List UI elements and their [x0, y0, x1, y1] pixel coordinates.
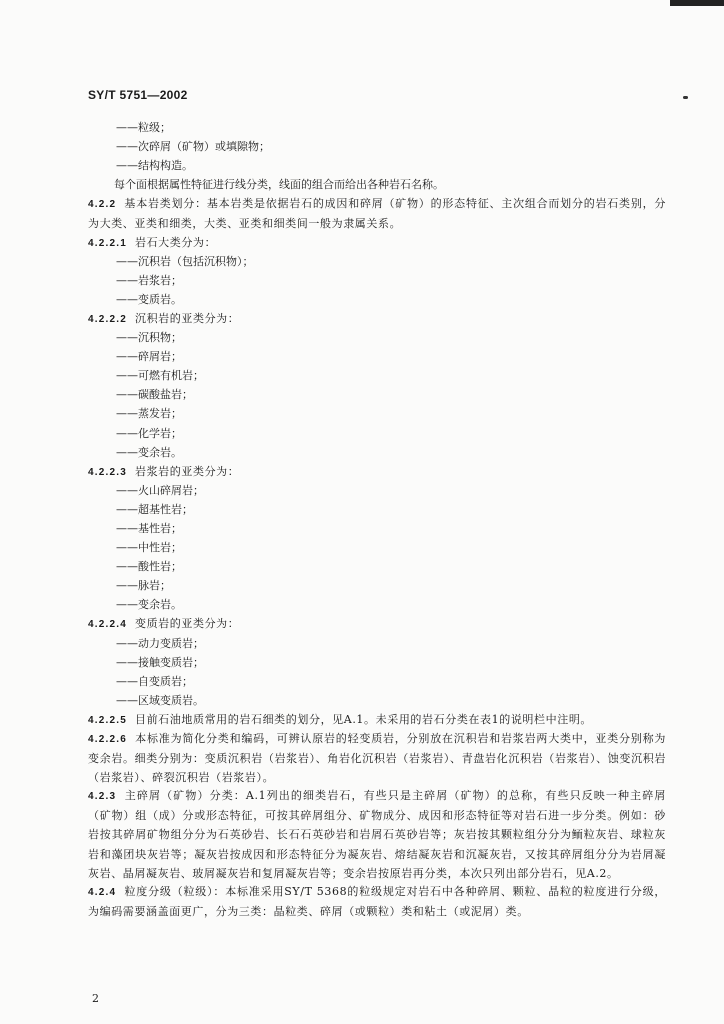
- clause-number: 4.2.2: [88, 199, 117, 211]
- clause-text: 岩浆岩的亚类分为：: [134, 464, 240, 478]
- clause-number: 4.2.2.3: [88, 466, 127, 478]
- list-item: ——脉岩；: [116, 579, 171, 593]
- clause-number: 4.2.4: [88, 886, 117, 898]
- list-item: ——碎屑岩；: [116, 350, 182, 364]
- clause-text: 基本岩类划分：基本岩类是依据岩石的成因和碎屑（矿物）的形态特征、主次组合而划分的岩石类别，分为大类、亚类和细类，大类、亚类和细类间一般为隶属关系。: [88, 197, 666, 231]
- list-item: ——沉积物；: [116, 331, 182, 345]
- list-item: ——碳酸盐岩；: [116, 388, 193, 402]
- clause-text: 沉积岩的亚类分为：: [134, 311, 240, 325]
- clause-text: 目前石油地质常用的岩石细类的划分，见A.1。未采用的岩石分类在表1的说明栏中注明。: [134, 712, 593, 726]
- scan-edge-mark: [670, 0, 724, 6]
- clause-number: 4.2.2.5: [88, 714, 127, 726]
- clause-4-2-2: [88, 194, 666, 232]
- list-item: ——次碎屑（矿物）或填隙物；: [116, 140, 270, 154]
- clause-text: 本标准为简化分类和编码，可辨认原岩的轻变质岩，分别放在沉积岩和岩浆岩两大类中，亚类分别称为变余岩。细类分别为：变质沉积岩（岩浆岩）、角岩化沉积岩（岩浆岩）、青盘岩化沉积岩（岩浆岩）、蚀变沉积岩（岩浆岩）、碎裂沉积岩（岩浆岩）。: [88, 732, 666, 785]
- paragraph: 每个面根据属性特征进行线分类，线面的组合而给出各种岩石名称。: [114, 178, 444, 192]
- list-item: ——动力变质岩；: [116, 636, 204, 650]
- clause-4-2-4: [88, 882, 666, 920]
- list-item: ——变质岩。: [116, 292, 182, 306]
- clause-4-2-2-4: [88, 614, 666, 633]
- clause-number: 4.2.2.4: [88, 619, 127, 631]
- list-item: ——沉积岩（包括沉积物）；: [116, 254, 254, 268]
- list-item: ——变余岩。: [116, 445, 182, 459]
- scan-speck: [683, 96, 688, 99]
- document-body: [88, 118, 666, 920]
- list-item: ——火山碎屑岩；: [116, 483, 204, 497]
- page-number: 2: [92, 992, 99, 1005]
- clause-text: 主碎屑（矿物）分类：A.1列出的细类岩石，有些只是主碎屑（矿物）的总称，有些只反映一种主碎屑（矿物）组（成）分或形态特征，可按其碎屑组分、矿物成分、成因和形态特征等对岩石进一步分类。例如：砂岩按其碎屑矿物组分分为石英砂岩、长石石英砂岩和岩屑石英砂岩等；灰岩按其颗粒组分分为鲕粒灰岩、球粒灰岩和藻团块灰岩等；凝灰岩按成因和形态特征分为凝灰岩、熔结凝灰岩和沉凝灰岩，又按其碎屑组分分为岩屑凝灰岩、晶屑凝灰岩、玻屑凝灰岩和复屑凝灰岩等；变余岩按原岩再分类，本次只列出部分岩石，见A.2。: [88, 789, 666, 880]
- list-item: ——变余岩。: [116, 598, 182, 612]
- clause-4-2-2-3: [88, 462, 666, 481]
- list-item: ——接触变质岩；: [116, 655, 204, 669]
- list-item: ——中性岩；: [116, 541, 182, 555]
- list-item: ——化学岩；: [116, 426, 182, 440]
- clause-number: 4.2.2.1: [88, 237, 127, 249]
- list-item: ——结构构造。: [116, 159, 193, 173]
- list-item: ——岩浆岩；: [116, 273, 182, 287]
- clause-4-2-3: [88, 786, 666, 882]
- list-item: ——基性岩；: [116, 521, 182, 535]
- list-item: ——自变质岩；: [116, 674, 193, 688]
- clause-text: 变质岩的亚类分为：: [134, 617, 240, 631]
- list-item: ——酸性岩；: [116, 560, 182, 574]
- clause-4-2-2-2: [88, 309, 666, 328]
- clause-text: 岩石大类分为：: [134, 235, 217, 249]
- clause-number: 4.2.3: [88, 791, 117, 803]
- list-item: ——粒级；: [116, 121, 171, 134]
- clause-4-2-2-6: [88, 729, 666, 786]
- clause-text: 粒度分级（粒级）：本标准采用SY/T 5368的粒级规定对岩石中各种碎屑、颗粒、晶粒的粒度进行分级，为编码需要涵盖面更广，分为三类：晶粒类、碎屑（或颗粒）类和粘土（或泥屑）类。: [88, 884, 666, 918]
- document-header: SY/T 5751—2002: [88, 88, 188, 102]
- list-item: ——超基性岩；: [116, 502, 193, 516]
- clause-4-2-2-5: [88, 710, 666, 729]
- clause-4-2-2-1: [88, 233, 666, 252]
- clause-number: 4.2.2.2: [88, 313, 127, 325]
- list-item: ——区域变质岩。: [116, 693, 204, 707]
- list-item: ——可燃有机岩；: [116, 369, 204, 383]
- clause-number: 4.2.2.6: [88, 734, 127, 745]
- list-item: ——蒸发岩；: [116, 407, 182, 421]
